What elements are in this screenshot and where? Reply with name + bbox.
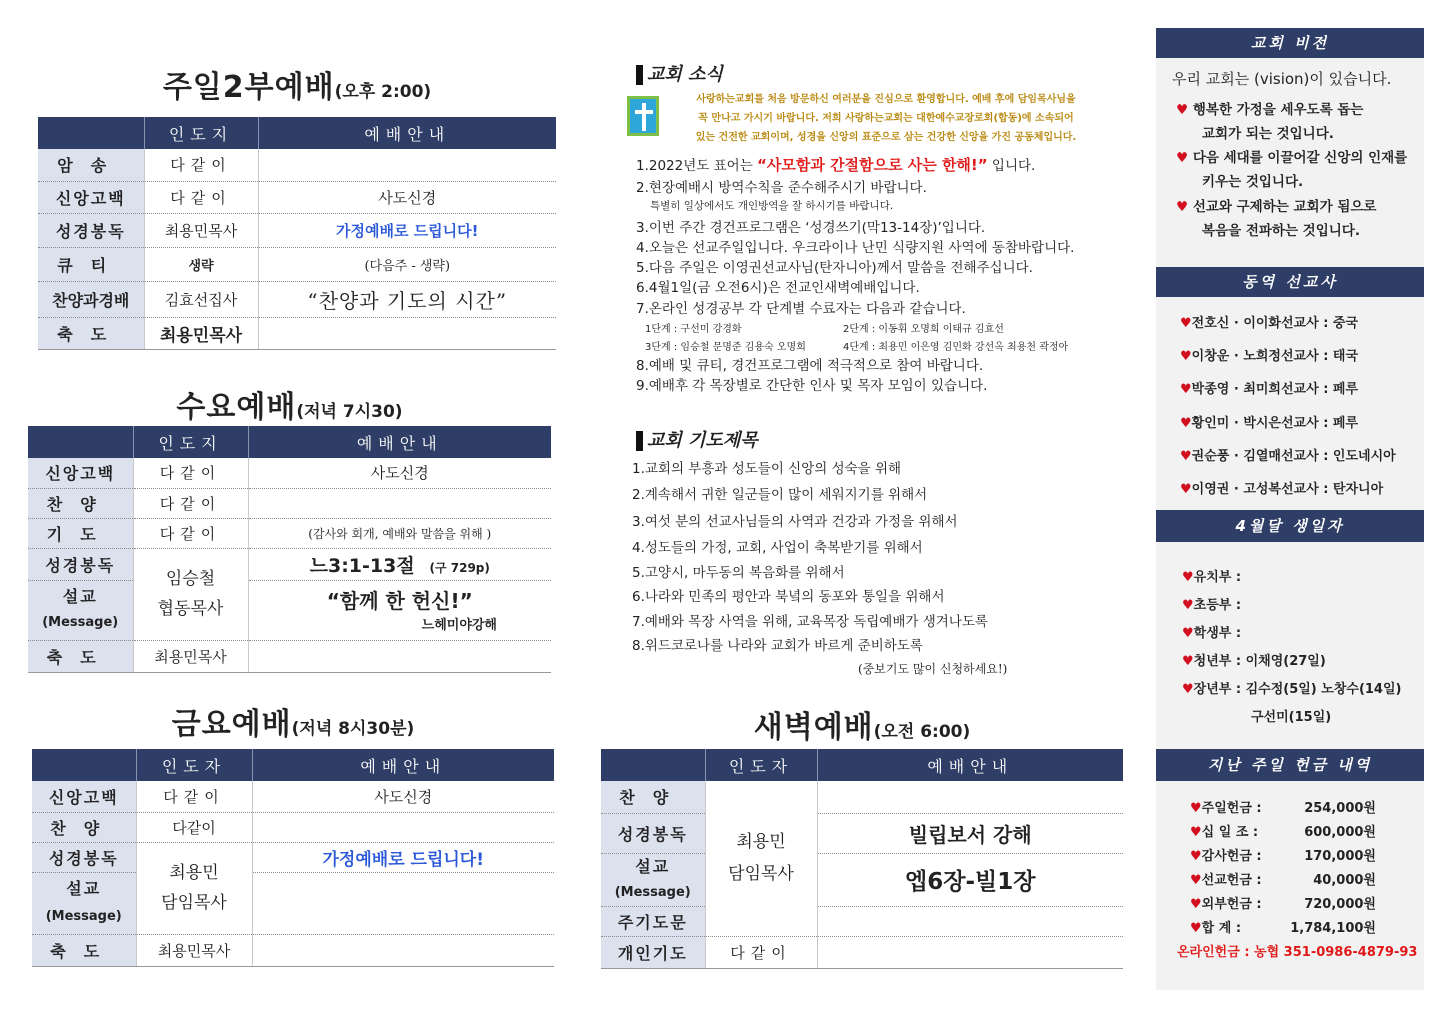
heart-icon: ♥: [1182, 682, 1194, 697]
dawn-sermon-label: [601, 853, 705, 906]
missionary-item: [1180, 345, 1358, 364]
friday-sermon-label: [32, 872, 136, 934]
wednesday-bless-label: 축도: [28, 640, 133, 672]
dawn-passage: 엡6장-빌1장: [817, 853, 1123, 906]
sunday-row-info: 사도신경: [258, 181, 556, 213]
wednesday-preacher-role: 협동목사: [157, 599, 224, 619]
missionary-text: 전호신 · 이이화선교사 : 중국: [1191, 316, 1359, 331]
dawn-praise-info: [817, 781, 1123, 813]
friday-header-blank: [32, 749, 136, 781]
vision-item-cont: 교회가 되는 것입니다.: [1202, 126, 1334, 142]
friday-scripture-label: 성경봉독: [32, 842, 136, 872]
friday-bless-label: 축도: [32, 934, 136, 966]
news-item-2-sub: 특별히 일상에서도 개인방역을 잘 하시기를 바랍니다.: [650, 200, 894, 212]
heart-icon: ♥: [1182, 570, 1194, 585]
missionary-item: [1180, 478, 1383, 497]
dawn-time: (오전 6:00): [873, 722, 971, 742]
friday-notice: 가정예배로 드립니다!: [252, 842, 554, 872]
sunday-row-leader: 최용민목사: [144, 317, 258, 349]
missionary-text: 이창운 · 노희정선교사 : 태국: [1191, 349, 1359, 364]
dawn-preacher: [705, 781, 817, 936]
prayer-item: 3.여섯 분의 선교사님들의 사역과 건강과 가정을 위해서: [632, 514, 958, 530]
wednesday-sermon-label: [28, 580, 133, 640]
offering-total-row: [1190, 917, 1376, 936]
friday-preacher-name: 최용민: [169, 863, 219, 883]
birthday-item: [1182, 650, 1326, 669]
missionary-item: [1180, 378, 1358, 397]
missionary-text: 권순풍 · 김열매선교사 : 인도네시아: [1191, 449, 1396, 464]
offering-row: [1190, 893, 1376, 912]
dawn-service-title: [601, 702, 1123, 746]
dawn-sermon-label-ko: 설교: [635, 856, 671, 876]
welcome-message: [662, 90, 1110, 147]
wednesday-row-info: 사도신경: [248, 458, 551, 488]
heart-icon: ♥: [1190, 849, 1202, 864]
offering-row: [1190, 845, 1376, 864]
sunday-row-info: [258, 149, 556, 181]
wednesday-sermon-series: 느헤미야강해: [421, 617, 497, 633]
news-item-6: 6.4월1일(금 오전6시)은 전교인새벽예배입니다.: [636, 280, 920, 296]
friday-sermon-cell: [252, 872, 554, 934]
wednesday-row-info: [248, 488, 551, 518]
prayer-item: 4.성도들의 가정, 교회, 사업이 축복받기를 위해서: [632, 540, 923, 556]
wednesday-row-leader: 다같이: [133, 458, 248, 488]
dawn-lords-prayer-label: 주기도문: [601, 906, 705, 936]
offering-row: [1190, 821, 1376, 840]
sunday-row-label: 찬양과경배: [38, 281, 144, 317]
birthday-text: 유치부 :: [1193, 570, 1242, 585]
missionaries-heading: 동역 선교사: [1156, 267, 1424, 297]
wednesday-sermon-cell: [248, 580, 551, 640]
offering-row: [1190, 869, 1376, 888]
dawn-lords-prayer-info: [817, 906, 1123, 936]
dawn-title: 새벽예배: [753, 710, 874, 745]
dawn-header-leader: 인도자: [705, 749, 817, 781]
news-item-7: 7.온라인 성경공부 각 단계별 수료자는 다음과 같습니다.: [636, 301, 966, 317]
stage-4: 4단계 : 최용민 이은영 김민화 강선옥 최용천 곽정아: [843, 342, 1069, 353]
offering-label: 십 일 조 :: [1201, 825, 1259, 840]
missionary-item: [1180, 312, 1358, 331]
offering-amount: 170,000원: [1304, 849, 1376, 864]
heart-icon: ♥: [1180, 382, 1192, 397]
vision-intro: 우리 교회는 (vision)이 있습니다.: [1172, 70, 1392, 88]
vision-item-cont: 복음을 전파하는 것입니다.: [1202, 223, 1360, 239]
sunday-row-leader: 생략: [144, 247, 258, 281]
dawn-personal-prayer-label: 개인기도: [601, 936, 705, 968]
wednesday-time: (저녁 7시30): [296, 402, 403, 422]
sunday-row-leader: 최용민목사: [144, 213, 258, 247]
wednesday-sermon-title: “함께 한 헌신!”: [326, 588, 473, 613]
dawn-scripture-label: 성경봉독: [601, 813, 705, 853]
prayer-item: 7.예배와 목장 사역을 위해, 교육목장 독립예배가 생겨나도록: [632, 614, 988, 630]
sunday-row-label: 신앙고백: [38, 181, 144, 213]
offering-amount: 254,000원: [1304, 801, 1376, 816]
friday-row-label: 찬양: [32, 812, 136, 842]
birthday-text: 장년부 : 김수정(5일) 노창수(14일): [1193, 682, 1402, 697]
birthday-text: 학생부 :: [1193, 626, 1242, 641]
cross-icon: [627, 96, 659, 136]
motto: “사모함과 간절함으로 사는 한해!”: [757, 156, 988, 174]
wednesday-row-label: 기도: [28, 518, 133, 548]
sunday-title: 주일2부예배: [162, 70, 335, 105]
news-item-2: 2.현장예배시 방역수칙을 준수해주시기 바랍니다.: [636, 180, 927, 196]
sunday-row-info: 가정예배로 드립니다!: [258, 213, 556, 247]
sunday-header-info: 예배안내: [258, 117, 556, 149]
wednesday-service-title: [28, 382, 551, 426]
sunday-row-leader: 다같이: [144, 181, 258, 213]
friday-header-info: 예배안내: [252, 749, 554, 781]
wednesday-bless-leader: 최용민목사: [133, 640, 248, 672]
offering-label: 감사헌금 :: [1201, 849, 1262, 864]
friday-service-title: [32, 699, 554, 743]
heart-icon: ♥: [1180, 449, 1192, 464]
prayer-note: (중보기도 많이 신청하세요!): [858, 662, 1008, 676]
wednesday-row-info: (감사와 회개, 예배와 말씀을 위해 ): [248, 518, 551, 548]
sunday-time: (오후 2:00): [334, 82, 432, 102]
friday-sermon-label-en: (Message): [45, 909, 122, 924]
vision-item-text: 행복한 가정을 세우도록 돕는: [1192, 102, 1364, 118]
vision-heading: 교회 비전: [1156, 28, 1424, 58]
news-item-3: 3.이번 주간 경건프로그램은 ‘성경쓰기(막13-14장)’입니다.: [636, 220, 986, 236]
prayer-item: 8.위드코로나를 나라와 교회가 바르게 준비하도록: [632, 638, 923, 654]
birthday-text: 초등부 :: [1193, 598, 1242, 613]
dawn-series: 빌립보서 강해: [817, 813, 1123, 853]
welcome-line: 꼭 만나고 가시기 바랍니다. 저희 사랑하는교회는 대한예수교장로회(합동)에 소속되어: [698, 113, 1074, 124]
online-offering: 온라인헌금 : 농협 351-0986-4879-93: [1177, 945, 1418, 960]
dawn-praise-label: 찬양: [601, 781, 705, 813]
sunday-row-info: [258, 317, 556, 349]
heart-icon: ♥: [1190, 825, 1202, 840]
dawn-preacher-role: 담임목사: [728, 864, 794, 885]
offering-amount: 1,784,100원: [1290, 921, 1376, 936]
news-item-5: 5.다음 주일은 이영권선교사님(탄자니아)께서 말씀을 전해주십니다.: [636, 260, 1033, 276]
wednesday-row-leader: 다같이: [133, 488, 248, 518]
stage-1: 1단계 : 구선미 강경화: [645, 324, 742, 335]
birthday-item: [1182, 566, 1241, 585]
wednesday-sermon-label-en: (Message): [42, 615, 119, 630]
friday-bless-info: [252, 934, 554, 966]
news-heading-bar: [636, 65, 643, 85]
heart-icon: ♥: [1190, 921, 1202, 936]
offering-amount: 600,000원: [1304, 825, 1376, 840]
offering-row: [1190, 797, 1376, 816]
dawn-personal-leader: 다같이: [705, 936, 817, 968]
heart-icon: ♥: [1180, 316, 1192, 331]
missionary-text: 박종영 · 최미희선교사 : 페루: [1191, 382, 1359, 397]
vision-item-text: 다음 세대를 이끌어갈 신앙의 인재를: [1192, 150, 1408, 166]
friday-row-info: 사도신경: [252, 781, 554, 812]
news-heading: [636, 60, 723, 86]
friday-table: [32, 749, 554, 967]
sunday-table: [38, 117, 556, 350]
birthday-extra: 구선미(15일): [1251, 710, 1332, 725]
dawn-personal-info: [817, 936, 1123, 968]
offering-label: 선교헌금 :: [1201, 873, 1262, 888]
friday-row-info: [252, 812, 554, 842]
heart-icon: ♥: [1176, 150, 1193, 166]
missionary-text: 이영권 · 고성복선교사 : 탄자니아: [1191, 482, 1384, 497]
wednesday-scripture-page: (구 729p): [429, 560, 490, 575]
wednesday-table: [28, 426, 551, 673]
news-item-9: 9.예배후 각 목장별로 간단한 인사 및 목자 모임이 있습니다.: [636, 378, 988, 394]
offering-label: 주일헌금 :: [1201, 801, 1262, 816]
birthday-item: [1182, 622, 1241, 641]
dawn-table: [601, 749, 1123, 969]
heart-icon: ♥: [1182, 654, 1194, 669]
sunday-row-info: “찬양과 기도의 시간”: [258, 281, 556, 317]
news-item-1: [636, 154, 1035, 175]
heart-icon: ♥: [1190, 801, 1202, 816]
wednesday-bless-info: [248, 640, 551, 672]
heart-icon: ♥: [1180, 416, 1192, 431]
news-item-8: 8.예배 및 큐티, 경건프로그램에 적극적으로 참여 바랍니다.: [636, 358, 984, 374]
heart-icon: ♥: [1180, 482, 1192, 497]
sunday-row-leader: 다같이: [144, 149, 258, 181]
heart-icon: ♥: [1182, 598, 1194, 613]
wednesday-header-info: 예배안내: [248, 426, 551, 458]
prayer-heading-bar: [636, 431, 643, 451]
prayer-heading-text: 교회 기도제목: [647, 430, 758, 451]
wednesday-header-leader: 인도지: [133, 426, 248, 458]
friday-title: 금요예배: [171, 707, 292, 742]
heart-icon: ♥: [1176, 199, 1193, 215]
birthday-item: [1182, 594, 1241, 613]
offering-amount: 720,000원: [1304, 897, 1376, 912]
vision-item-text: 선교와 구제하는 교회가 됨으로: [1192, 199, 1377, 215]
wednesday-scripture-cell: [248, 548, 551, 580]
friday-header-leader: 인도자: [136, 749, 252, 781]
sunday-row-label: 큐티: [38, 247, 144, 281]
offering-amount: 40,000원: [1313, 873, 1376, 888]
friday-sermon-label-ko: 설교: [66, 879, 102, 898]
offering-label: 외부헌금 :: [1201, 897, 1262, 912]
sunday-row-info: (다음주 - 생략): [258, 247, 556, 281]
news-item-4: 4.오늘은 선교주일입니다. 우크라이나 난민 식량지원 사역에 동참바랍니다.: [636, 240, 1075, 256]
wednesday-header-blank: [28, 426, 133, 458]
friday-bless-leader: 최용민목사: [136, 934, 252, 966]
dawn-header-blank: [601, 749, 705, 781]
sunday-service-title: [38, 62, 556, 106]
prayer-item: 6.나라와 민족의 평안과 북녘의 동포와 통일을 위해서: [632, 589, 945, 605]
wednesday-preacher: [133, 548, 248, 640]
wednesday-preacher-name: 임승철: [165, 569, 216, 589]
missionary-item: [1180, 445, 1396, 464]
stage-3: 3단계 : 임승철 문명준 김용숙 오명희: [645, 342, 806, 353]
heart-icon: ♥: [1190, 873, 1202, 888]
missionary-text: 황인미 · 박시은선교사 : 페루: [1191, 416, 1359, 431]
sunday-row-leader: 김효선집사: [144, 281, 258, 317]
heart-icon: ♥: [1190, 897, 1202, 912]
friday-preacher: [136, 842, 252, 934]
wednesday-row-label: 신앙고백: [28, 458, 133, 488]
sunday-row-label: 성경봉독: [38, 213, 144, 247]
friday-row-leader: 다같이: [136, 781, 252, 812]
sunday-header-blank: [38, 117, 144, 149]
friday-preacher-role: 담임목사: [161, 893, 227, 913]
welcome-line: 사랑하는교회를 처음 방문하신 여러분을 진심으로 환영합니다. 예배 후에 담임목사님을: [696, 94, 1076, 105]
offering-label: 합 계 :: [1201, 921, 1242, 936]
wednesday-row-label: 찬양: [28, 488, 133, 518]
birthday-item: [1182, 678, 1401, 697]
dawn-header-info: 예배안내: [817, 749, 1123, 781]
friday-time: (저녁 8시30분): [291, 719, 415, 739]
news-heading-text: 교회 소식: [647, 64, 723, 85]
heart-icon: ♥: [1180, 349, 1192, 364]
wednesday-row-leader: 다같이: [133, 518, 248, 548]
missionary-item: [1180, 412, 1358, 431]
birthday-text: 청년부 : 이채영(27일): [1193, 654, 1326, 669]
dawn-preacher-name: 최용민: [736, 832, 786, 853]
birthdays-heading: 4월달 생일자: [1156, 510, 1424, 542]
sunday-header-leader: 인도지: [144, 117, 258, 149]
wednesday-title: 수요예배: [176, 390, 297, 425]
prayer-heading: [636, 426, 758, 452]
heart-icon: ♥: [1182, 626, 1194, 641]
prayer-item: 1.교회의 부흥과 성도들이 신앙의 성숙을 위해: [632, 461, 902, 477]
news-item-1-pre: 1.2022년도 표어는: [636, 158, 758, 174]
friday-row-label: 신앙고백: [32, 781, 136, 812]
heart-icon: ♥: [1176, 102, 1193, 118]
wednesday-scripture-ref: 느3:1-13절: [309, 554, 415, 577]
prayer-item: 5.고양시, 마두동의 복음화를 위해서: [632, 565, 845, 581]
vision-item: [1176, 195, 1376, 215]
sunday-row-label: 축도: [38, 317, 144, 349]
news-item-1-post: 입니다.: [987, 158, 1036, 174]
wednesday-scripture-label: 성경봉독: [28, 548, 133, 580]
vision-item: [1176, 146, 1407, 166]
sunday-row-label: 암송: [38, 149, 144, 181]
friday-row-leader: 다같이: [136, 812, 252, 842]
welcome-line: 있는 건전한 교회이며, 성경을 신앙의 표준으로 삼는 건강한 신앙을 가진 공동체입니다.: [695, 132, 1077, 143]
wednesday-sermon-label-ko: 설교: [62, 587, 98, 606]
prayer-item: 2.계속해서 귀한 일군들이 많이 세워지기를 위해서: [632, 487, 928, 503]
vision-item: [1176, 98, 1363, 118]
vision-item-cont: 키우는 것입니다.: [1202, 174, 1304, 190]
offering-heading: 지난 주일 헌금 내역: [1156, 749, 1424, 781]
dawn-sermon-label-en: (Message): [614, 884, 691, 900]
stage-2: 2단계 : 이동휘 오명희 이태규 김효선: [843, 324, 1004, 335]
